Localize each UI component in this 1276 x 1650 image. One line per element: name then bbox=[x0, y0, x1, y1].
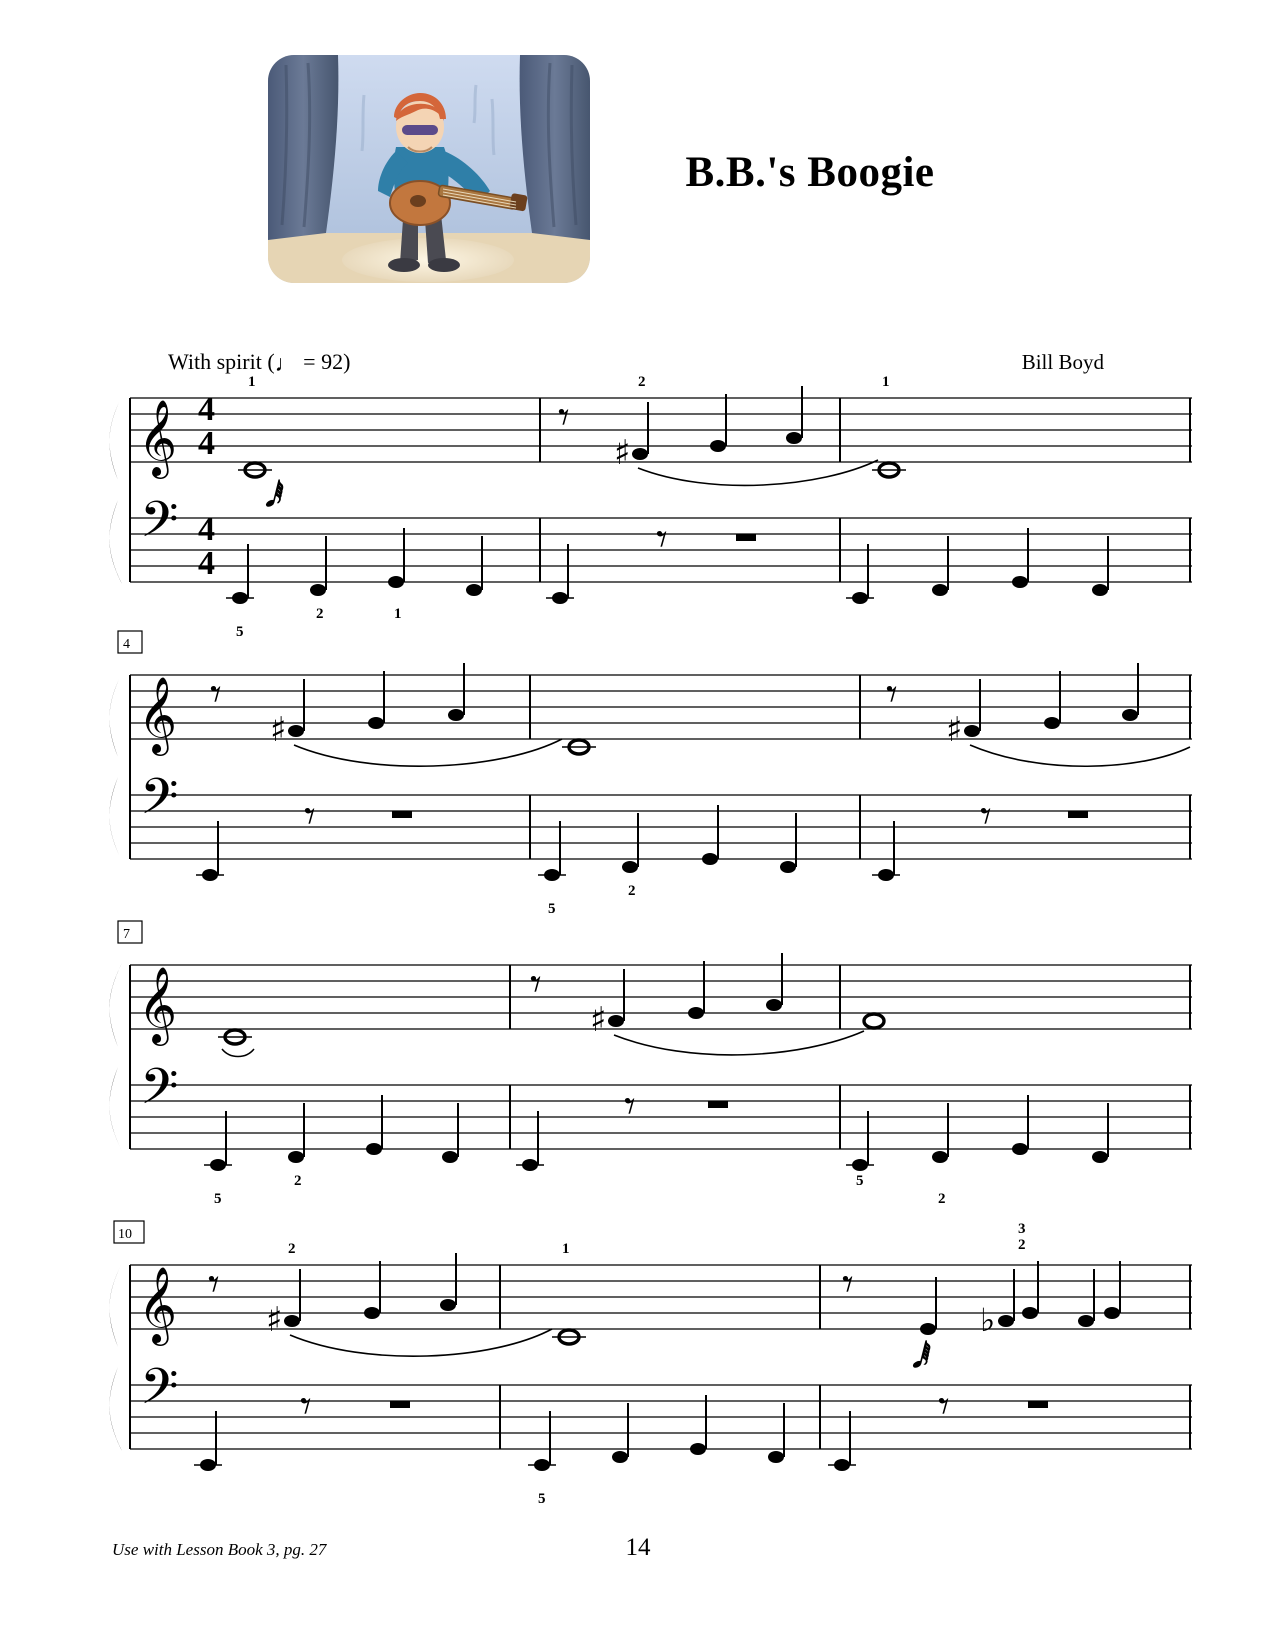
svg-text:𝄾: 𝄾 bbox=[980, 791, 992, 842]
svg-text:𝄾: 𝄾 bbox=[624, 1081, 636, 1132]
tempo-value: = 92) bbox=[303, 349, 351, 374]
svg-text:4: 4 bbox=[198, 425, 215, 462]
bass-clef-icon: 𝄢 bbox=[140, 491, 179, 561]
svg-text:2: 2 bbox=[1018, 1237, 1026, 1253]
bass-clef-icon: 𝄢 bbox=[140, 768, 179, 838]
dynamic-forte: 𝅘𝅥𝅱 bbox=[265, 481, 280, 513]
svg-text:2: 2 bbox=[628, 883, 636, 899]
svg-text:♯: ♯ bbox=[946, 710, 963, 750]
svg-text:2: 2 bbox=[294, 1173, 302, 1189]
svg-text:1: 1 bbox=[562, 1241, 570, 1257]
svg-text:♯: ♯ bbox=[590, 1000, 607, 1040]
svg-text:4: 4 bbox=[198, 545, 215, 582]
treble-clef-icon: 𝄞 bbox=[138, 1266, 178, 1343]
treble-clef-icon: 𝄞 bbox=[138, 966, 178, 1043]
treble-clef-icon: 𝄞 bbox=[138, 399, 178, 476]
tempo-text: With spirit ( bbox=[168, 349, 275, 374]
music-system-4 bbox=[100, 1221, 1192, 1507]
svg-text:𝄾: 𝄾 bbox=[886, 669, 898, 720]
svg-text:1: 1 bbox=[394, 606, 402, 622]
svg-text:𝄾: 𝄾 bbox=[304, 791, 316, 842]
svg-text:2: 2 bbox=[638, 374, 646, 390]
svg-text:♯: ♯ bbox=[266, 1300, 283, 1340]
svg-text:♯: ♯ bbox=[614, 433, 631, 473]
svg-text:1: 1 bbox=[882, 374, 890, 390]
svg-text:5: 5 bbox=[548, 901, 556, 917]
page-title: B.B.'s Boogie bbox=[685, 149, 935, 196]
dynamic-mezzo-piano: 𝅭𝅘𝅥𝅲 bbox=[912, 1342, 927, 1374]
svg-text:1: 1 bbox=[248, 374, 256, 390]
svg-text:2: 2 bbox=[316, 606, 324, 622]
svg-text:𝄾: 𝄾 bbox=[656, 514, 668, 565]
svg-text:5: 5 bbox=[856, 1173, 864, 1189]
music-system-1 bbox=[100, 374, 1192, 640]
svg-text:𝄾: 𝄾 bbox=[208, 1259, 220, 1310]
tempo-marking bbox=[168, 349, 350, 377]
svg-text:♯: ♯ bbox=[270, 710, 287, 750]
svg-text:𝄾: 𝄾 bbox=[530, 959, 542, 1010]
svg-text:𝄾: 𝄾 bbox=[842, 1259, 854, 1310]
header-illustration bbox=[268, 55, 590, 283]
bass-clef-icon: 𝄢 bbox=[140, 1358, 179, 1428]
music-system-2 bbox=[100, 637, 1192, 917]
bass-clef-icon: 𝄢 bbox=[140, 1058, 179, 1128]
composer-credit: Bill Boyd bbox=[1021, 350, 1104, 374]
svg-text:𝄾: 𝄾 bbox=[210, 669, 222, 720]
svg-text:3: 3 bbox=[1018, 1221, 1026, 1237]
svg-text:4: 4 bbox=[198, 511, 215, 548]
music-system-3 bbox=[100, 927, 1192, 1207]
svg-text:5: 5 bbox=[538, 1491, 546, 1507]
svg-text:5: 5 bbox=[236, 624, 244, 640]
treble-clef-icon: 𝄞 bbox=[138, 676, 178, 753]
svg-text:𝄾: 𝄾 bbox=[300, 1381, 312, 1432]
svg-text:𝄾: 𝄾 bbox=[938, 1381, 950, 1432]
svg-text:𝄾: 𝄾 bbox=[558, 392, 570, 443]
measure-number: 7 bbox=[123, 927, 130, 942]
measure-number: 4 bbox=[123, 637, 130, 652]
svg-text:2: 2 bbox=[288, 1241, 296, 1257]
svg-text:4: 4 bbox=[198, 391, 215, 428]
page-number: 14 bbox=[625, 1534, 651, 1561]
measure-number: 10 bbox=[118, 1227, 132, 1242]
footer-note: Use with Lesson Book 3, pg. 27 bbox=[112, 1540, 327, 1559]
svg-text:♭: ♭ bbox=[980, 1301, 996, 1339]
svg-text:2: 2 bbox=[938, 1191, 946, 1207]
svg-text:5: 5 bbox=[214, 1191, 222, 1207]
tempo-note-icon: ♩ bbox=[274, 351, 298, 376]
